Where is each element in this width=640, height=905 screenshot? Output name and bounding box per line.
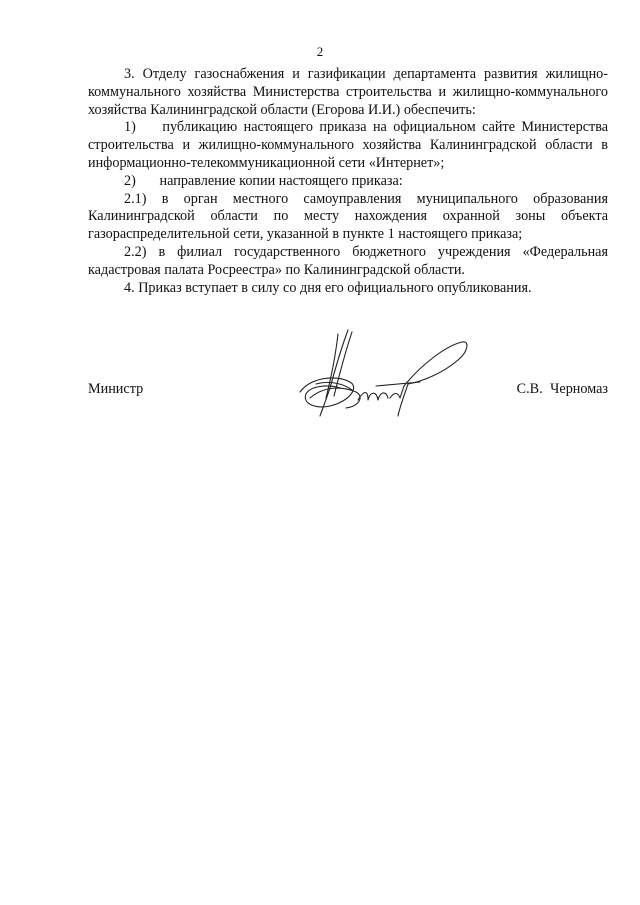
list-item-1-number: 1) [124,119,136,136]
paragraph-3: 3. Отделу газоснабжения и газификации департамента развития жилищно-коммунального хозяйства Министерства строительства и жилищно-коммунального хозяйства Калининградской области (Егорова И.И.) обеспечить: [88,66,608,118]
page-number: 2 [316,44,324,59]
list-item-2-number: 2) [124,172,136,189]
paragraph-4: 4. Приказ вступает в силу со дня его официального опубликования. [124,279,532,296]
signature-block [88,381,608,405]
list-item-2-2: 2.2) в филиал государственного бюджетного учреждения «Федеральная кадастровая палата Росреестра» по Калининградской области. [88,243,608,278]
signer-name: С.В. Черномаз [516,381,608,397]
handwritten-signature [280,326,470,426]
document-body [88,66,608,297]
list-item-2-1: 2.1) в орган местного самоуправления муниципального образования Калининградской области по месту нахождения охранной зоны объекта газораспределительной сети, указанной в пункте 1 настоящего приказа; [88,190,608,243]
signer-position: Министр [88,381,144,397]
list-item-2 [88,173,608,191]
list-item-1-text: публикацию настоящего приказа на официальном сайте Министерства строительства и жилищно-коммунального хозяйства Калининградской области в информационно-телекоммуникационной сети «Интернет»; [88,119,608,171]
list-item-2-text: направление копии настоящего приказа: [159,172,403,189]
list-item-1 [88,119,608,172]
